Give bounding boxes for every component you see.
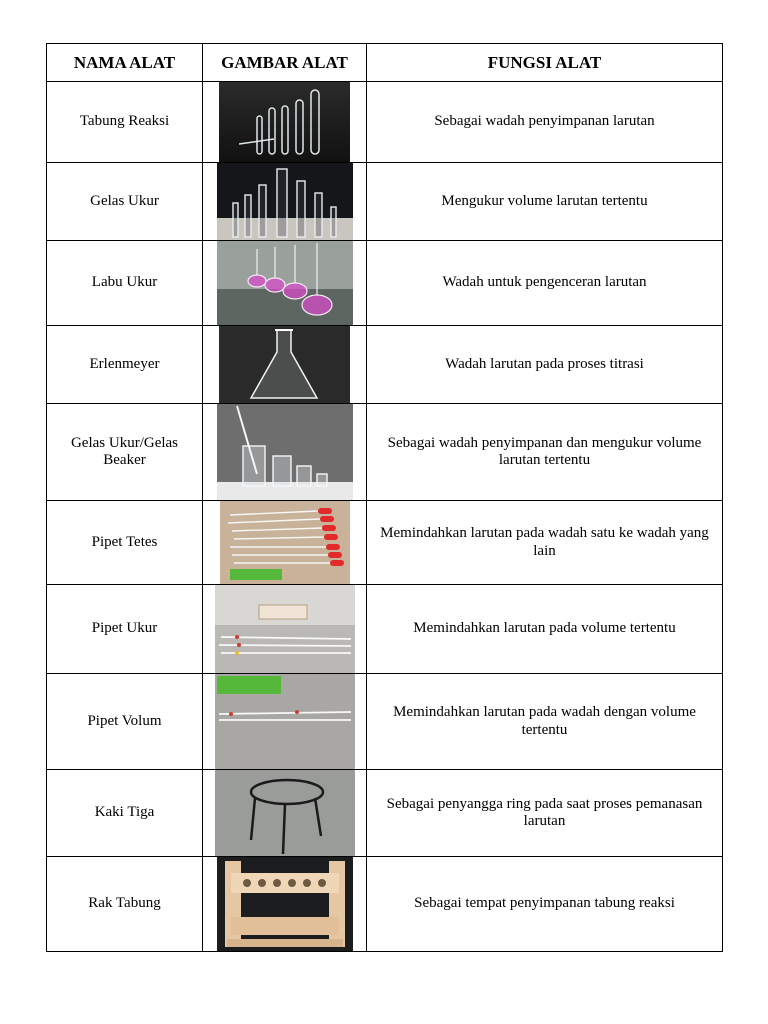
table-row: [47, 770, 723, 857]
tool-name: Pipet Tetes: [47, 501, 203, 585]
tool-name: Gelas Ukur/Gelas Beaker: [47, 404, 203, 501]
table-row: [47, 501, 723, 585]
tool-name: Labu Ukur: [47, 241, 203, 326]
tool-function: Wadah untuk pengenceran larutan: [367, 241, 723, 326]
test-tube-rack-photo: [217, 857, 353, 951]
tripod-stand-photo: [215, 770, 355, 856]
table-row: [47, 585, 723, 674]
dropper-pipettes-photo: [220, 501, 350, 584]
tool-function: Sebagai wadah penyimpanan larutan: [367, 82, 723, 163]
test-tubes-photo: [219, 82, 350, 162]
tool-name: Erlenmeyer: [47, 326, 203, 404]
table-row: [47, 241, 723, 326]
lab-tools-table: [46, 43, 723, 952]
table-row: [47, 857, 723, 952]
measuring-pipettes-photo: [215, 585, 355, 673]
tool-name: Rak Tabung: [47, 857, 203, 952]
tool-name: Kaki Tiga: [47, 770, 203, 857]
header-function: FUNGSI ALAT: [367, 44, 723, 82]
volumetric-pipettes-photo: [215, 674, 355, 769]
tool-function: Wadah larutan pada proses titrasi: [367, 326, 723, 404]
table-row: [47, 404, 723, 501]
table-row: [47, 326, 723, 404]
header-image: GAMBAR ALAT: [203, 44, 367, 82]
tool-function: Memindahkan larutan pada wadah satu ke wadah yang lain: [367, 501, 723, 585]
tool-function: Sebagai wadah penyimpanan dan mengukur volume larutan tertentu: [367, 404, 723, 501]
table-row: [47, 82, 723, 163]
tool-function: Mengukur volume larutan tertentu: [367, 163, 723, 241]
tool-function: Sebagai tempat penyimpanan tabung reaksi: [367, 857, 723, 952]
graduated-cylinders-photo: [217, 163, 353, 240]
tool-name: Gelas Ukur: [47, 163, 203, 241]
header-row: [47, 44, 723, 82]
tool-function: Memindahkan larutan pada volume tertentu: [367, 585, 723, 674]
tool-name: Pipet Volum: [47, 674, 203, 770]
beakers-photo: [217, 404, 353, 500]
tool-name: Tabung Reaksi: [47, 82, 203, 163]
volumetric-flasks-photo: [217, 241, 353, 325]
header-name: NAMA ALAT: [47, 44, 203, 82]
table-row: [47, 674, 723, 770]
table-row: [47, 163, 723, 241]
erlenmeyer-flask-photo: [219, 326, 350, 403]
tool-name: Pipet Ukur: [47, 585, 203, 674]
tool-function: Memindahkan larutan pada wadah dengan volume tertentu: [367, 674, 723, 770]
tool-function: Sebagai penyangga ring pada saat proses pemanasan larutan: [367, 770, 723, 857]
